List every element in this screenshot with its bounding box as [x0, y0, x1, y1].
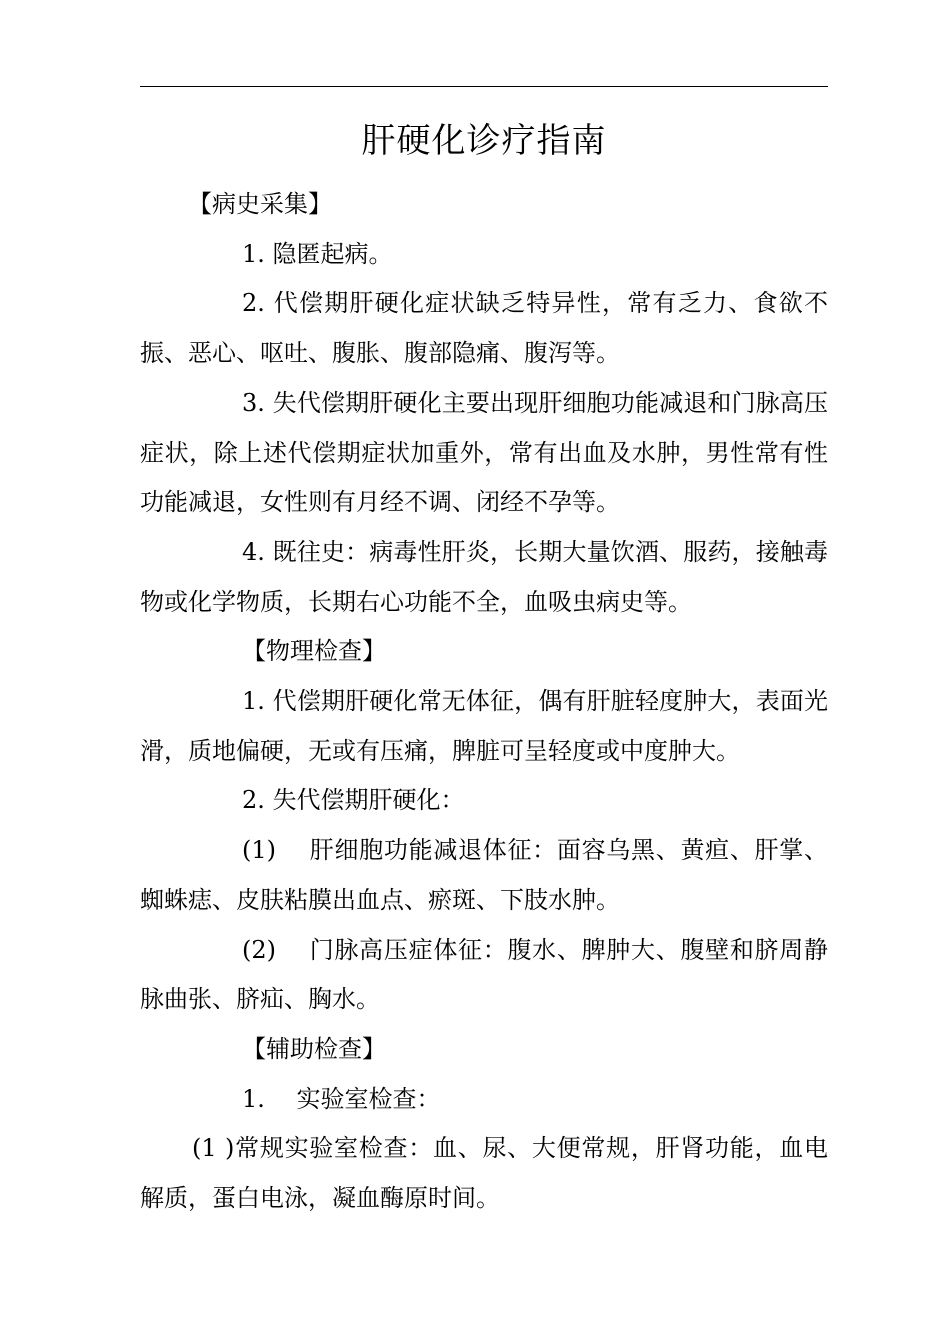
section-heading-auxiliary: 【辅助检查】	[242, 1034, 386, 1063]
physical-subitem-1: (1) 肝细胞功能减退体征：面容乌黑、黄疸、肝掌、蜘蛛痣、皮肤粘膜出血点、瘀斑、下肢水肿。	[140, 836, 828, 914]
section-heading-history: 【病史采集】	[188, 190, 332, 218]
physical-item-2: 2. 失代偿期肝硬化：	[242, 786, 465, 815]
auxiliary-subitem-1: (1 )常规实验室检查：血、尿、大便常规，肝肾功能，血电解质，蛋白电泳，凝血酶原时间。	[140, 1134, 828, 1213]
document-body	[140, 180, 828, 1224]
auxiliary-item-1: 1. 实验室检查：	[242, 1084, 441, 1113]
section-heading-physical: 【物理检查】	[242, 637, 386, 666]
physical-item-1: 1. 代偿期肝硬化常无体征，偶有肝脏轻度肿大，表面光滑，质地偏硬，无或有压痛，脾脏可呈轻度或中度肿大。	[140, 687, 828, 765]
history-item-1: 1. 隐匿起病。	[242, 239, 393, 268]
physical-subitem-2: (2) 门脉高压症体征：腹水、脾肿大、腹壁和脐周静脉曲张、脐疝、胸水。	[140, 935, 828, 1014]
history-item-3: 3. 失代偿期肝硬化主要出现肝细胞功能减退和门脉高压症状，除上述代偿期症状加重外，常有出血及水肿，男性常有性功能减退，女性则有月经不调、闭经不孕等。	[140, 388, 828, 517]
history-item-2: 2. 代偿期肝硬化症状缺乏特异性，常有乏力、食欲不振、恶心、呕吐、腹胀、腹部隐痛、腹泻等。	[140, 289, 828, 368]
history-item-4: 4. 既往史：病毒性肝炎，长期大量饮酒、服药，接触毒物或化学物质，长期右心功能不全，血吸虫病史等。	[140, 537, 828, 616]
document-title: 肝硬化诊疗指南	[361, 121, 607, 161]
header-rule	[140, 86, 828, 87]
